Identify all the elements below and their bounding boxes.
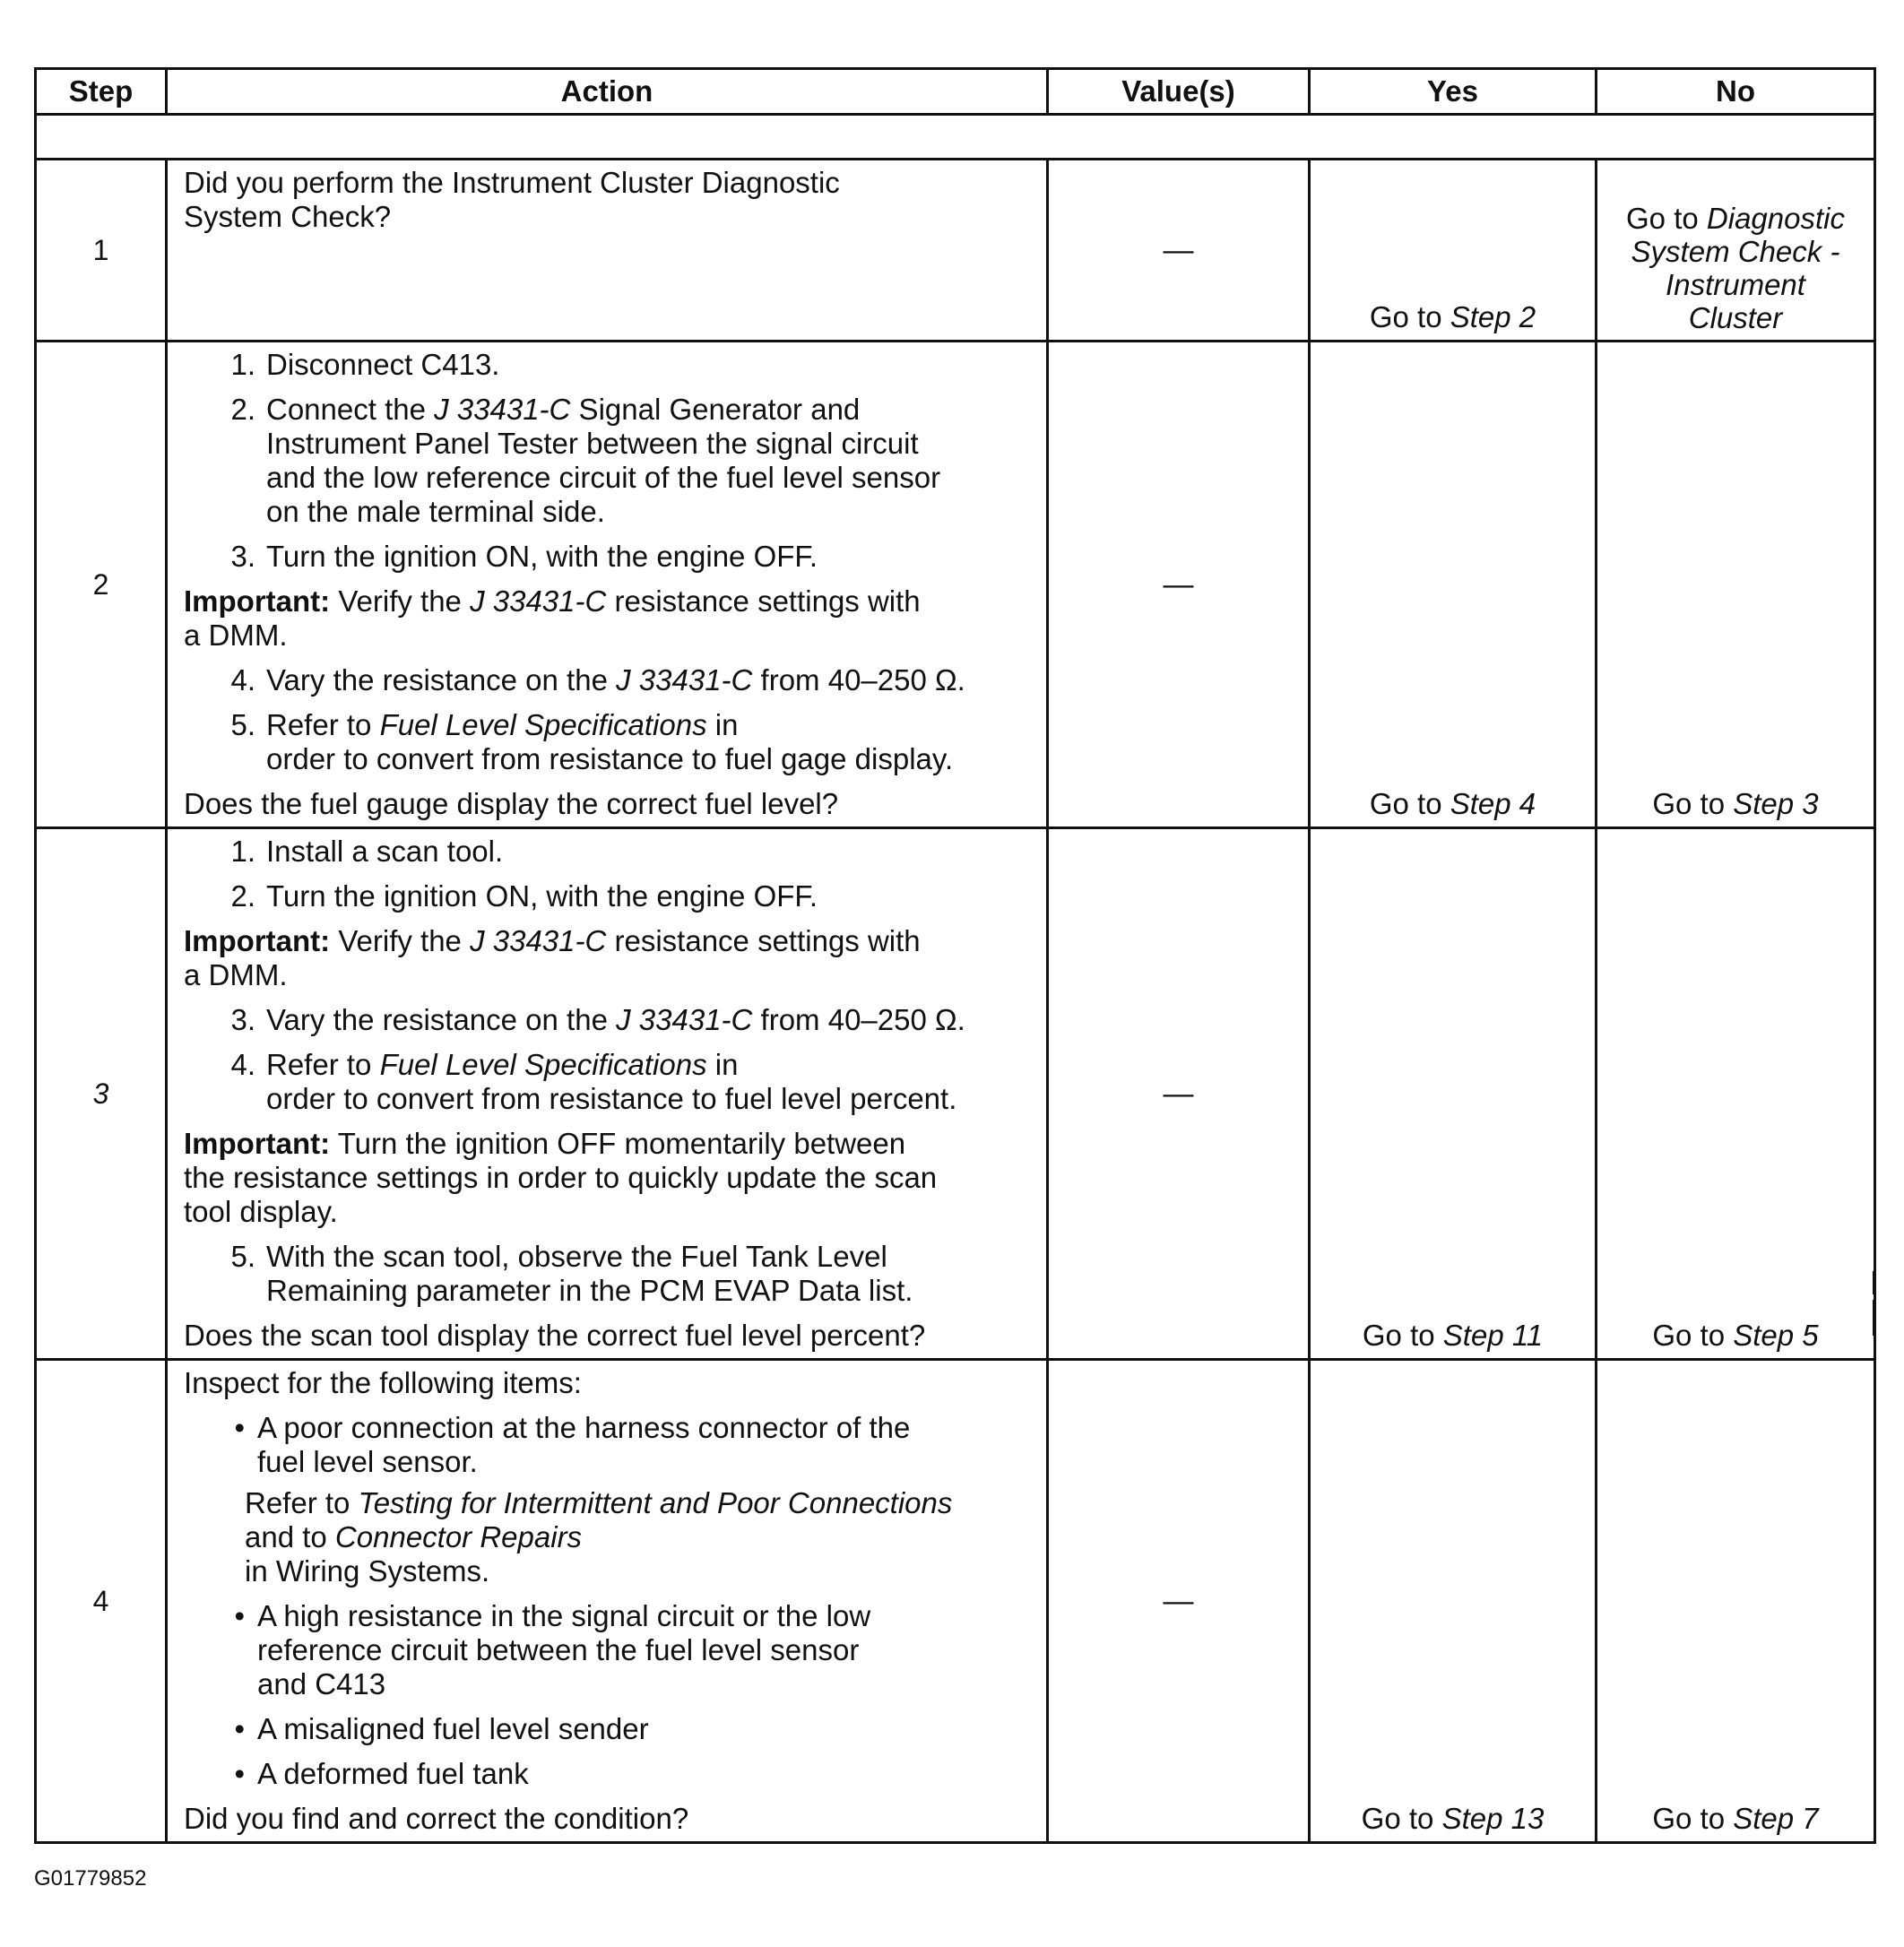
bullet-item: [184, 1757, 1034, 1791]
yes-prefix: Go to: [1361, 1802, 1442, 1835]
bullet-icon: •: [234, 1599, 245, 1632]
list-item: [184, 708, 1034, 776]
no-link-system-check[interactable]: System Check -: [1631, 235, 1840, 268]
no-prefix: Go to: [1626, 202, 1707, 235]
action-cell: [167, 342, 1048, 828]
yes-prefix: Go to: [1369, 787, 1450, 820]
no-link-cluster[interactable]: Cluster: [1688, 301, 1783, 334]
tool-name: J 33431-C: [470, 924, 607, 957]
list-item: [184, 1240, 1034, 1308]
spacer-cell: [36, 115, 1875, 160]
important-label: Important:: [184, 1127, 331, 1160]
list-item: [184, 393, 1034, 529]
no-link-instrument[interactable]: Instrument: [1666, 268, 1805, 301]
item-number: 4.: [230, 663, 255, 697]
tool-name: J 33431-C: [616, 1003, 753, 1036]
important-note: Important: Verify the J 33431-C resistance settings with a DMM.: [184, 924, 921, 991]
tool-name: J 33431-C: [616, 663, 753, 697]
item-text: A misaligned fuel level sender: [257, 1712, 649, 1745]
question-text: Does the scan tool display the correct fuel level percent?: [184, 1319, 926, 1352]
item-text: Turn the ignition ON, with the engine OFF.: [266, 879, 818, 913]
yes-prefix: Go to: [1362, 1319, 1443, 1352]
item-text: Connect the J 33431-C Signal Generator and Instrument Panel Tester between the signal circuit and the low reference circuit of the fuel level sensor on the male terminal side.: [266, 393, 941, 528]
yes-step-link[interactable]: Step 4: [1450, 787, 1536, 820]
item-text: A poor connection at the harness connector of the fuel level sensor.: [257, 1411, 911, 1478]
no-cell: [1597, 160, 1875, 342]
yes-step-link[interactable]: Step 11: [1442, 1319, 1544, 1352]
item-number: 2.: [230, 879, 255, 913]
item-text: Vary the resistance on the J 33431-C from 40–250 Ω.: [266, 1003, 965, 1036]
step-number: 4: [36, 1360, 167, 1843]
header-values: Value(s): [1048, 69, 1310, 115]
item-number: 1.: [230, 835, 255, 868]
list-item: [184, 835, 1034, 869]
step-number: 2: [36, 342, 167, 828]
item-number: 3.: [230, 540, 255, 573]
testing-link[interactable]: Testing for Intermittent and Poor Connections: [358, 1486, 953, 1519]
item-number: 3.: [230, 1003, 255, 1036]
table-row-step-1: [36, 160, 1875, 342]
no-step-link[interactable]: Step 5: [1733, 1319, 1819, 1352]
yes-step-link[interactable]: Step 13: [1441, 1802, 1545, 1835]
bullet-item: [184, 1411, 1034, 1479]
no-cell: [1597, 342, 1875, 828]
yes-cell: [1310, 1360, 1597, 1843]
no-prefix: Go to: [1652, 1802, 1734, 1835]
spec-link[interactable]: Fuel Level Specifications: [379, 708, 707, 741]
bullet-icon: •: [234, 1712, 245, 1745]
reference-text: Refer to Testing for Intermittent and Poor Connections and to Connector Repairs in Wiring Systems.: [245, 1486, 953, 1588]
bullet-icon: •: [234, 1411, 245, 1444]
intro-text: Inspect for the following items:: [184, 1366, 582, 1399]
table-row-step-3: [36, 828, 1875, 1360]
list-item: [184, 879, 1034, 913]
yes-step-link[interactable]: Step 2: [1450, 300, 1536, 333]
bullet-icon: •: [234, 1757, 245, 1790]
item-text: Turn the ignition ON, with the engine OFF.: [266, 540, 818, 573]
item-text: Vary the resistance on the J 33431-C from 40–250 Ω.: [266, 663, 965, 697]
important-note: Important: Verify the J 33431-C resistance settings with a DMM.: [184, 584, 921, 652]
item-text: Refer to Fuel Level Specifications in order to convert from resistance to fuel level percent.: [266, 1048, 957, 1115]
item-text: A deformed fuel tank: [257, 1757, 529, 1790]
header-yes: Yes: [1310, 69, 1597, 115]
list-item: [184, 540, 1034, 574]
yes-cell: [1310, 342, 1597, 828]
no-step-link[interactable]: Step 7: [1733, 1802, 1819, 1835]
action-cell: [167, 160, 1048, 342]
step-number: 3: [36, 828, 167, 1360]
tool-name: J 33431-C: [470, 584, 607, 618]
no-step-link[interactable]: Step 3: [1733, 787, 1819, 820]
item-text: Install a scan tool.: [266, 835, 504, 868]
tool-name: J 33431-C: [434, 393, 571, 426]
connector-repairs-link[interactable]: Connector Repairs: [334, 1520, 583, 1553]
yes-cell: [1310, 160, 1597, 342]
yes-cell: [1310, 828, 1597, 1360]
bullet-item: [184, 1712, 1034, 1746]
spacer-row: [36, 115, 1875, 160]
list-item: [184, 1003, 1034, 1037]
item-number: 2.: [230, 393, 255, 426]
bullet-item: [184, 1599, 1034, 1701]
item-text: A high resistance in the signal circuit or the low reference circuit between the fuel level sensor and C413: [257, 1599, 871, 1700]
action-cell: [167, 1360, 1048, 1843]
revision-bar: [1873, 1300, 1875, 1336]
value-cell: —: [1048, 160, 1310, 342]
action-text: Did you perform the Instrument Cluster Diagnostic: [184, 166, 840, 199]
question-text: Does the fuel gauge display the correct fuel level?: [184, 787, 839, 820]
item-text: With the scan tool, observe the Fuel Tank Level Remaining parameter in the PCM EVAP Data list.: [266, 1240, 913, 1307]
step-number: 1: [36, 160, 167, 342]
no-prefix: Go to: [1652, 787, 1734, 820]
value-cell: —: [1048, 1360, 1310, 1843]
item-text: Refer to Fuel Level Specifications in order to convert from resistance to fuel gage display.: [266, 708, 954, 775]
item-number: 5.: [230, 1240, 255, 1273]
important-label: Important:: [184, 584, 331, 618]
action-cell: [167, 828, 1048, 1360]
table-row-step-4: [36, 1360, 1875, 1843]
header-step: Step: [36, 69, 167, 115]
item-number: 4.: [230, 1048, 255, 1081]
list-item: [184, 348, 1034, 382]
item-text: Disconnect C413.: [266, 348, 500, 381]
action-text: System Check?: [184, 200, 392, 233]
important-label: Important:: [184, 924, 331, 957]
item-number: 5.: [230, 708, 255, 741]
no-cell: [1597, 1360, 1875, 1843]
no-cell: [1597, 828, 1875, 1360]
spec-link[interactable]: Fuel Level Specifications: [379, 1048, 707, 1081]
list-item: [184, 1048, 1034, 1116]
list-item: [184, 663, 1034, 697]
question-text: Did you find and correct the condition?: [184, 1802, 689, 1835]
header-no: No: [1597, 69, 1875, 115]
table-row-step-2: [36, 342, 1875, 828]
diagnostic-table-wrapper: [34, 67, 1874, 1844]
no-prefix: Go to: [1652, 1319, 1734, 1352]
figure-code: G01779852: [34, 1866, 147, 1891]
value-cell: —: [1048, 342, 1310, 828]
diagnostic-table: [34, 67, 1876, 1844]
header-action: Action: [167, 69, 1048, 115]
important-note: Important: Turn the ignition OFF momentarily between the resistance settings in order to quickly update the scan tool display.: [184, 1127, 938, 1228]
revision-bar: [1873, 1271, 1875, 1294]
value-cell: —: [1048, 828, 1310, 1360]
item-number: 1.: [230, 348, 255, 381]
yes-prefix: Go to: [1369, 300, 1450, 333]
header-row: [36, 69, 1875, 115]
no-link-diagnostic[interactable]: Diagnostic: [1706, 202, 1845, 235]
